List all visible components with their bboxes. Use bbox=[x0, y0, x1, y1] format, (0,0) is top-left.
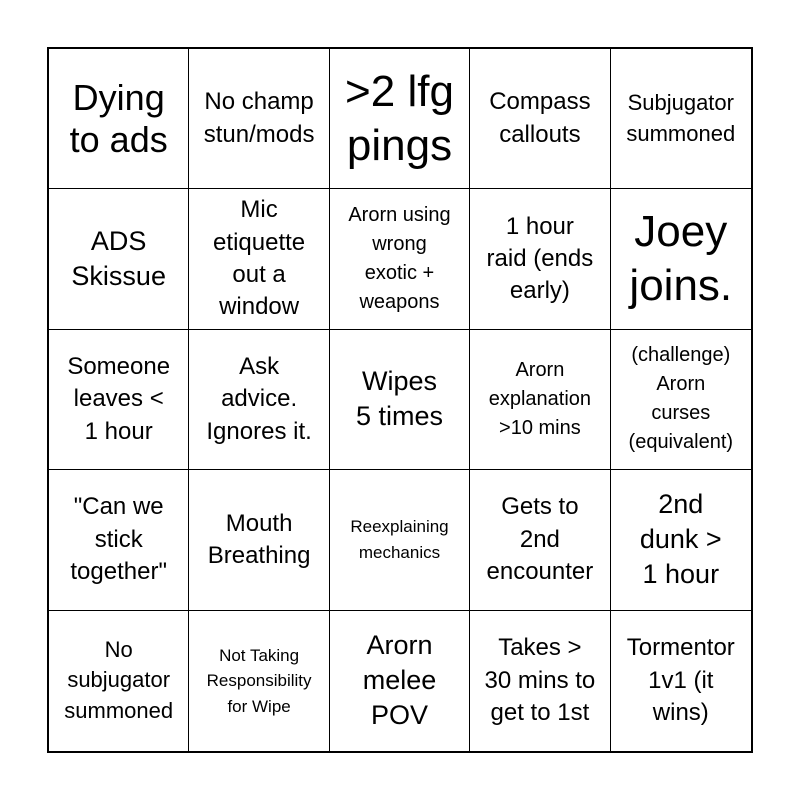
bingo-cell-r1c2[interactable]: No champ stun/mods bbox=[189, 49, 329, 189]
bingo-cell-r4c2[interactable]: Mouth Breathing bbox=[189, 470, 329, 610]
bingo-cell-r5c4[interactable]: Takes > 30 mins to get to 1st bbox=[470, 611, 610, 751]
bingo-cell-r4c4[interactable]: Gets to 2nd encounter bbox=[470, 470, 610, 610]
bingo-cell-r4c1[interactable]: "Can we stick together" bbox=[49, 470, 189, 610]
bingo-cell-r1c5[interactable]: Subjugator summoned bbox=[611, 49, 751, 189]
bingo-cell-r2c4[interactable]: 1 hour raid (ends early) bbox=[470, 189, 610, 329]
bingo-cell-r3c3[interactable]: Wipes 5 times bbox=[330, 330, 470, 470]
bingo-cell-r1c3[interactable]: >2 lfg pings bbox=[330, 49, 470, 189]
bingo-cell-r3c1[interactable]: Someone leaves < 1 hour bbox=[49, 330, 189, 470]
bingo-cell-r5c1[interactable]: No subjugator summoned bbox=[49, 611, 189, 751]
bingo-cell-r5c2[interactable]: Not Taking Responsibility for Wipe bbox=[189, 611, 329, 751]
bingo-cell-r3c4[interactable]: Arorn explanation >10 mins bbox=[470, 330, 610, 470]
bingo-cell-r5c5[interactable]: Tormentor 1v1 (it wins) bbox=[626, 634, 735, 726]
bingo-cell-r2c3[interactable]: Arorn using wrong exotic + weapons bbox=[330, 189, 470, 329]
bingo-cell-r3c5[interactable]: (challenge) Arorn curses (equivalent) bbox=[611, 330, 751, 470]
bingo-cell-r1c1[interactable]: Dying to ads bbox=[49, 49, 189, 189]
bingo-cell-r2c5[interactable]: Joey joins. bbox=[611, 189, 751, 329]
bingo-board bbox=[47, 47, 753, 753]
bingo-cell-r2c1[interactable]: ADS Skissue bbox=[49, 189, 189, 329]
bingo-cell-r2c2[interactable]: Mic etiquette out a window bbox=[189, 189, 329, 329]
bingo-cell-r1c4[interactable]: Compass callouts bbox=[470, 49, 610, 189]
bingo-cell-r5c3[interactable]: Arorn melee POV bbox=[330, 611, 470, 751]
bingo-cell-r4c3[interactable]: Reexplaining mechanics bbox=[330, 470, 470, 610]
bingo-cell-r4c5[interactable]: 2nd dunk > 1 hour bbox=[611, 470, 751, 610]
bingo-cell-r3c2[interactable]: Ask advice. Ignores it. bbox=[189, 330, 329, 470]
